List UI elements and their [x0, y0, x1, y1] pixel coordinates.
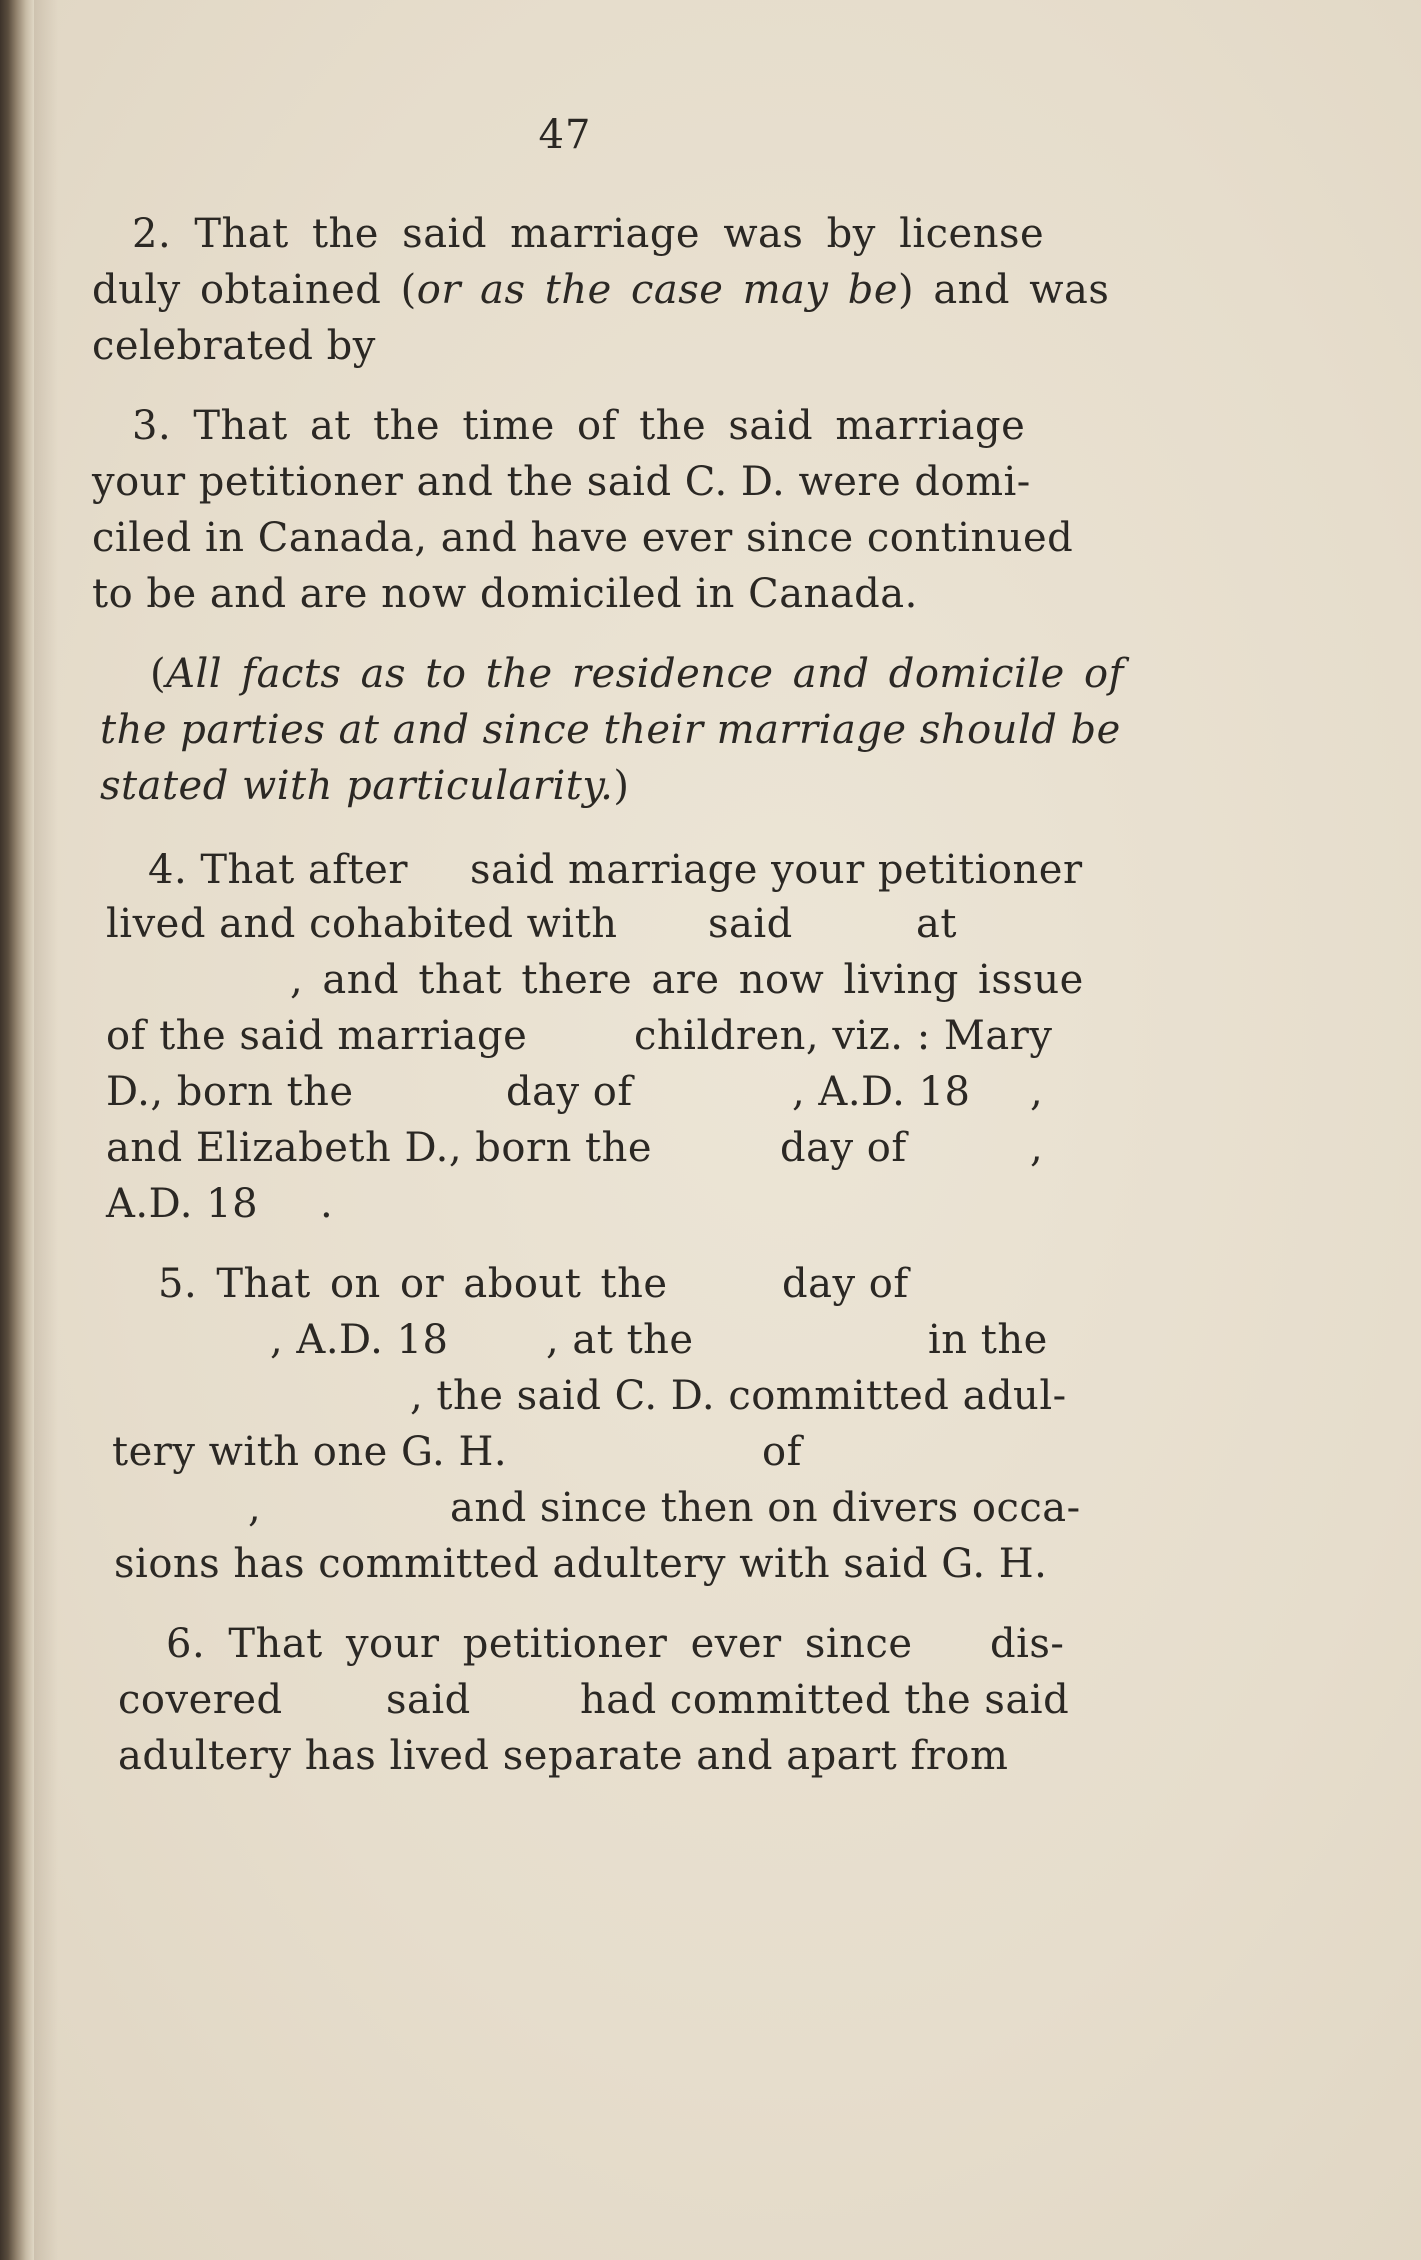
text-segment: ,: [248, 1485, 262, 1531]
text-line: [92, 570, 918, 618]
spine-shadow: [34, 0, 58, 2260]
text-segment: 2. That the said marriage was by license: [132, 211, 1045, 257]
text-line: [100, 706, 1121, 754]
text-line: [92, 514, 1073, 562]
text-line: [100, 762, 629, 810]
text-line: [106, 1012, 527, 1060]
text-line: [248, 1484, 261, 1532]
text-segment: tery with one G. H.: [112, 1429, 508, 1475]
text-line: [106, 1124, 652, 1172]
text-segment: said: [708, 901, 793, 947]
text-line: [386, 1676, 471, 1724]
text-segment: dis-: [990, 1621, 1065, 1667]
text-line: [106, 1180, 258, 1228]
text-line: [450, 1484, 1081, 1532]
text-line: [928, 1316, 1048, 1364]
text-segment: duly obtained (: [92, 267, 417, 313]
text-segment: , the said C. D. committed adul-: [410, 1373, 1067, 1419]
text-line: [1030, 1124, 1043, 1172]
text-line: [470, 846, 1083, 894]
text-line: [546, 1316, 694, 1364]
text-line: [270, 1316, 449, 1364]
text-line: [916, 900, 957, 948]
italic-text-segment: stated with particularity.: [100, 763, 614, 809]
text-segment: ,: [1030, 1069, 1044, 1115]
text-line: [106, 900, 618, 948]
text-line: [166, 1620, 913, 1668]
text-segment: day of: [782, 1261, 909, 1307]
text-line: [132, 402, 1025, 450]
text-segment: ) and was: [898, 267, 1110, 313]
text-line: [158, 1260, 668, 1308]
book-spine-edge: [0, 0, 34, 2260]
text-line: [106, 1068, 354, 1116]
text-line: [320, 1180, 333, 1228]
text-line: [148, 846, 408, 894]
text-segment: ): [613, 763, 630, 809]
text-line: [634, 1012, 1052, 1060]
text-segment: , at the: [546, 1317, 694, 1363]
text-segment: said: [386, 1677, 471, 1723]
text-line: [92, 458, 1031, 506]
text-segment: 5. That on or about the: [158, 1261, 668, 1307]
text-segment: day of: [506, 1069, 633, 1115]
text-segment: , A.D. 18: [792, 1069, 971, 1115]
text-line: [112, 1428, 507, 1476]
text-segment: and since then on divers occa-: [450, 1485, 1081, 1531]
page-number: 47: [538, 112, 592, 158]
text-segment: to be and are now domiciled in Canada.: [92, 571, 918, 617]
text-line: [150, 650, 1124, 698]
text-segment: in the: [928, 1317, 1048, 1363]
text-segment: 3. That at the time of the said marriage: [132, 403, 1026, 449]
text-line: [290, 956, 1084, 1004]
text-segment: had committed the said: [580, 1677, 1070, 1723]
text-line: [780, 1124, 907, 1172]
text-segment: .: [320, 1181, 334, 1227]
text-segment: of: [762, 1429, 802, 1475]
text-segment: said marriage your petitioner: [470, 847, 1083, 893]
text-segment: (: [150, 651, 167, 697]
text-segment: your petitioner and the said C. D. were domi-: [92, 459, 1031, 505]
text-line: [792, 1068, 971, 1116]
italic-text-segment: the parties at and since their marriage should be: [100, 707, 1121, 753]
text-segment: day of: [780, 1125, 907, 1171]
text-segment: celebrated by: [92, 323, 376, 369]
text-line: [762, 1428, 802, 1476]
italic-text-segment: or as the case may be: [416, 267, 898, 313]
text-segment: 4. That after: [148, 847, 408, 893]
text-segment: A.D. 18: [106, 1181, 259, 1227]
text-line: [410, 1372, 1067, 1420]
text-line: [92, 266, 1109, 314]
text-line: [782, 1260, 909, 1308]
text-segment: of the said marriage: [106, 1013, 528, 1059]
text-line: [114, 1540, 1047, 1588]
text-segment: adultery has lived separate and apart from: [118, 1733, 1009, 1779]
text-segment: ciled in Canada, and have ever since continued: [92, 515, 1074, 561]
text-line: [1030, 1068, 1043, 1116]
text-segment: at: [916, 901, 957, 947]
text-line: [118, 1676, 283, 1724]
text-segment: , and that there are now living issue: [290, 957, 1084, 1003]
text-segment: covered: [118, 1677, 283, 1723]
text-line: [708, 900, 793, 948]
text-segment: children, viz. : Mary: [634, 1013, 1053, 1059]
text-segment: and Elizabeth D., born the: [106, 1125, 653, 1171]
text-line: [132, 210, 1044, 258]
text-segment: 6. That your petitioner ever since: [166, 1621, 913, 1667]
text-segment: , A.D. 18: [270, 1317, 449, 1363]
text-segment: D., born the: [106, 1069, 354, 1115]
text-line: [92, 322, 376, 370]
text-line: [506, 1068, 633, 1116]
text-segment: ,: [1030, 1125, 1044, 1171]
text-segment: sions has committed adultery with said G. H.: [114, 1541, 1048, 1587]
text-line: [990, 1620, 1064, 1668]
text-line: [118, 1732, 1008, 1780]
text-line: [580, 1676, 1069, 1724]
text-segment: lived and cohabited with: [106, 901, 618, 947]
italic-text-segment: All facts as to the residence and domicile of: [166, 651, 1124, 697]
